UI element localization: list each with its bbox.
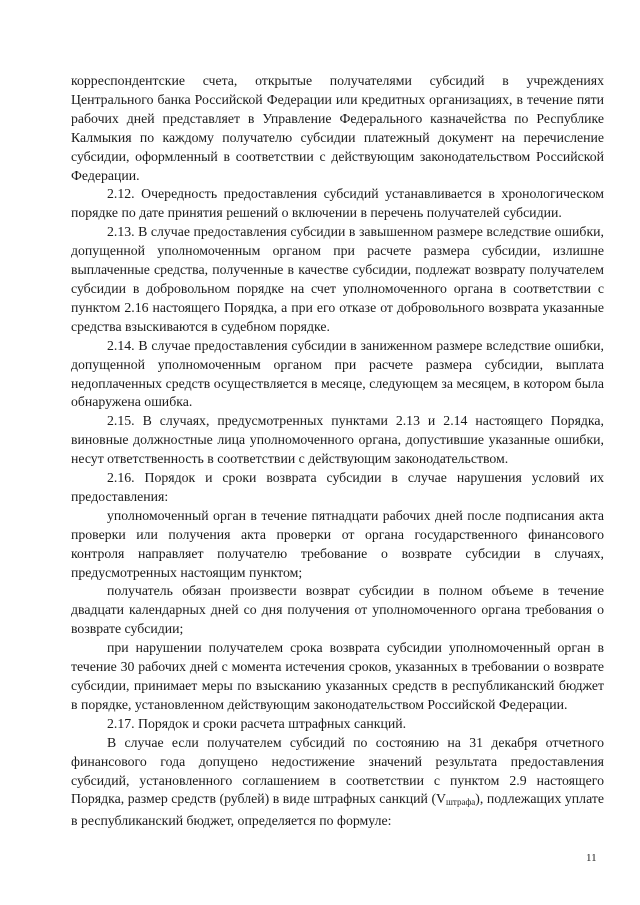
paragraph-2-12: 2.12. Очередность предоставления субсидий устанавливается в хронологическом порядке по дате принятия решений о включении в перечень получателей субсидии.: [71, 186, 604, 221]
page-number: 11: [586, 852, 597, 864]
paragraph-2-14: 2.14. В случае предоставления субсидии в заниженном размере вследствие ошибки, допущенной уполномоченным органом при расчете размера субсидии, выплата недоплаченных средств осуществляется в месяце, следующем за месяцем, в котором была обнаружена ошибка.: [71, 337, 604, 410]
paragraph-2-13: 2.13. В случае предоставления субсидии в завышенном размере вследствие ошибки, допущенной уполномоченным органом при расчете размера субсидии, излишне выплаченные средства, полученные в качестве субсидии, подлежат возврату получателем субсидии в добровольном порядке на счет уполномоченного органа в соответствии с пунктом 2.16 настоящего Порядка, а при его отказе от добровольного возврата указанные средства взыскиваются в судебном порядке.: [71, 224, 604, 334]
paragraph-2-15: 2.15. В случаях, предусмотренных пунктами 2.13 и 2.14 настоящего Порядка, виновные должностные лица уполномоченного органа, допустившие указанные ошибки, несут ответственность в соответствии с действующим законодательством.: [71, 413, 604, 467]
paragraph-2-16-item-1: уполномоченный орган в течение пятнадцати рабочих дней после подписания акта проверки или получения акта проверки от органа государственного финансового контроля направляет получателю требование о возврате субсидии в случаях, предусмотренных настоящим пунктом;: [71, 507, 604, 580]
paragraph-2-16-item-2: получатель обязан произвести возврат субсидии в полном объеме в течение двадцати календарных дней со дня получения от уполномоченного органа требования о возврате субсидии;: [71, 583, 604, 637]
penalty-subscript: штрафа: [446, 797, 476, 808]
paragraph-penalty-formula-intro: [71, 734, 604, 832]
penalty-text-after: ), подлежащих уплате в республиканский бюджет, определяется по формуле:: [71, 791, 604, 829]
paragraph-2-17: 2.17. Порядок и сроки расчета штрафных санкций.: [107, 715, 407, 731]
paragraph-2-16-item-3: при нарушении получателем срока возврата субсидии уполномоченный орган в течение 30 рабочих дней с момента истечения сроков, указанных в требовании о возврате субсидии, принимает меры по взысканию указанных средств в республиканский бюджет в порядке, установленном действующим законодательством Российской Федерации.: [71, 640, 604, 712]
penalty-text-before: В случае если получателем субсидий по состоянию на 31 декабря отчетного финансового года допущено недостижение значений результата предоставления субсидий, установленного соглашением в соответствии с пунктом 2.9 настоящего Порядка, размер средств (рублей) в виде штрафных санкций (V: [71, 734, 604, 807]
paragraph-continuation: корреспондентские счета, открытые получателями субсидий в учреждениях Центрального банка Российской Федерации или кредитных организациях, в течение пяти рабочих дней представляет в Управление Федерального казначейства по Республике Калмыкия по каждому получателю субсидии платежный документ на перечисление субсидии, оформленный в соответствии с действующим законодательством Российской Федерации.: [71, 73, 604, 183]
paragraph-2-16: 2.16. Порядок и сроки возврата субсидии в случае нарушения условий их предоставления:: [71, 470, 604, 504]
document-body: [71, 72, 604, 831]
